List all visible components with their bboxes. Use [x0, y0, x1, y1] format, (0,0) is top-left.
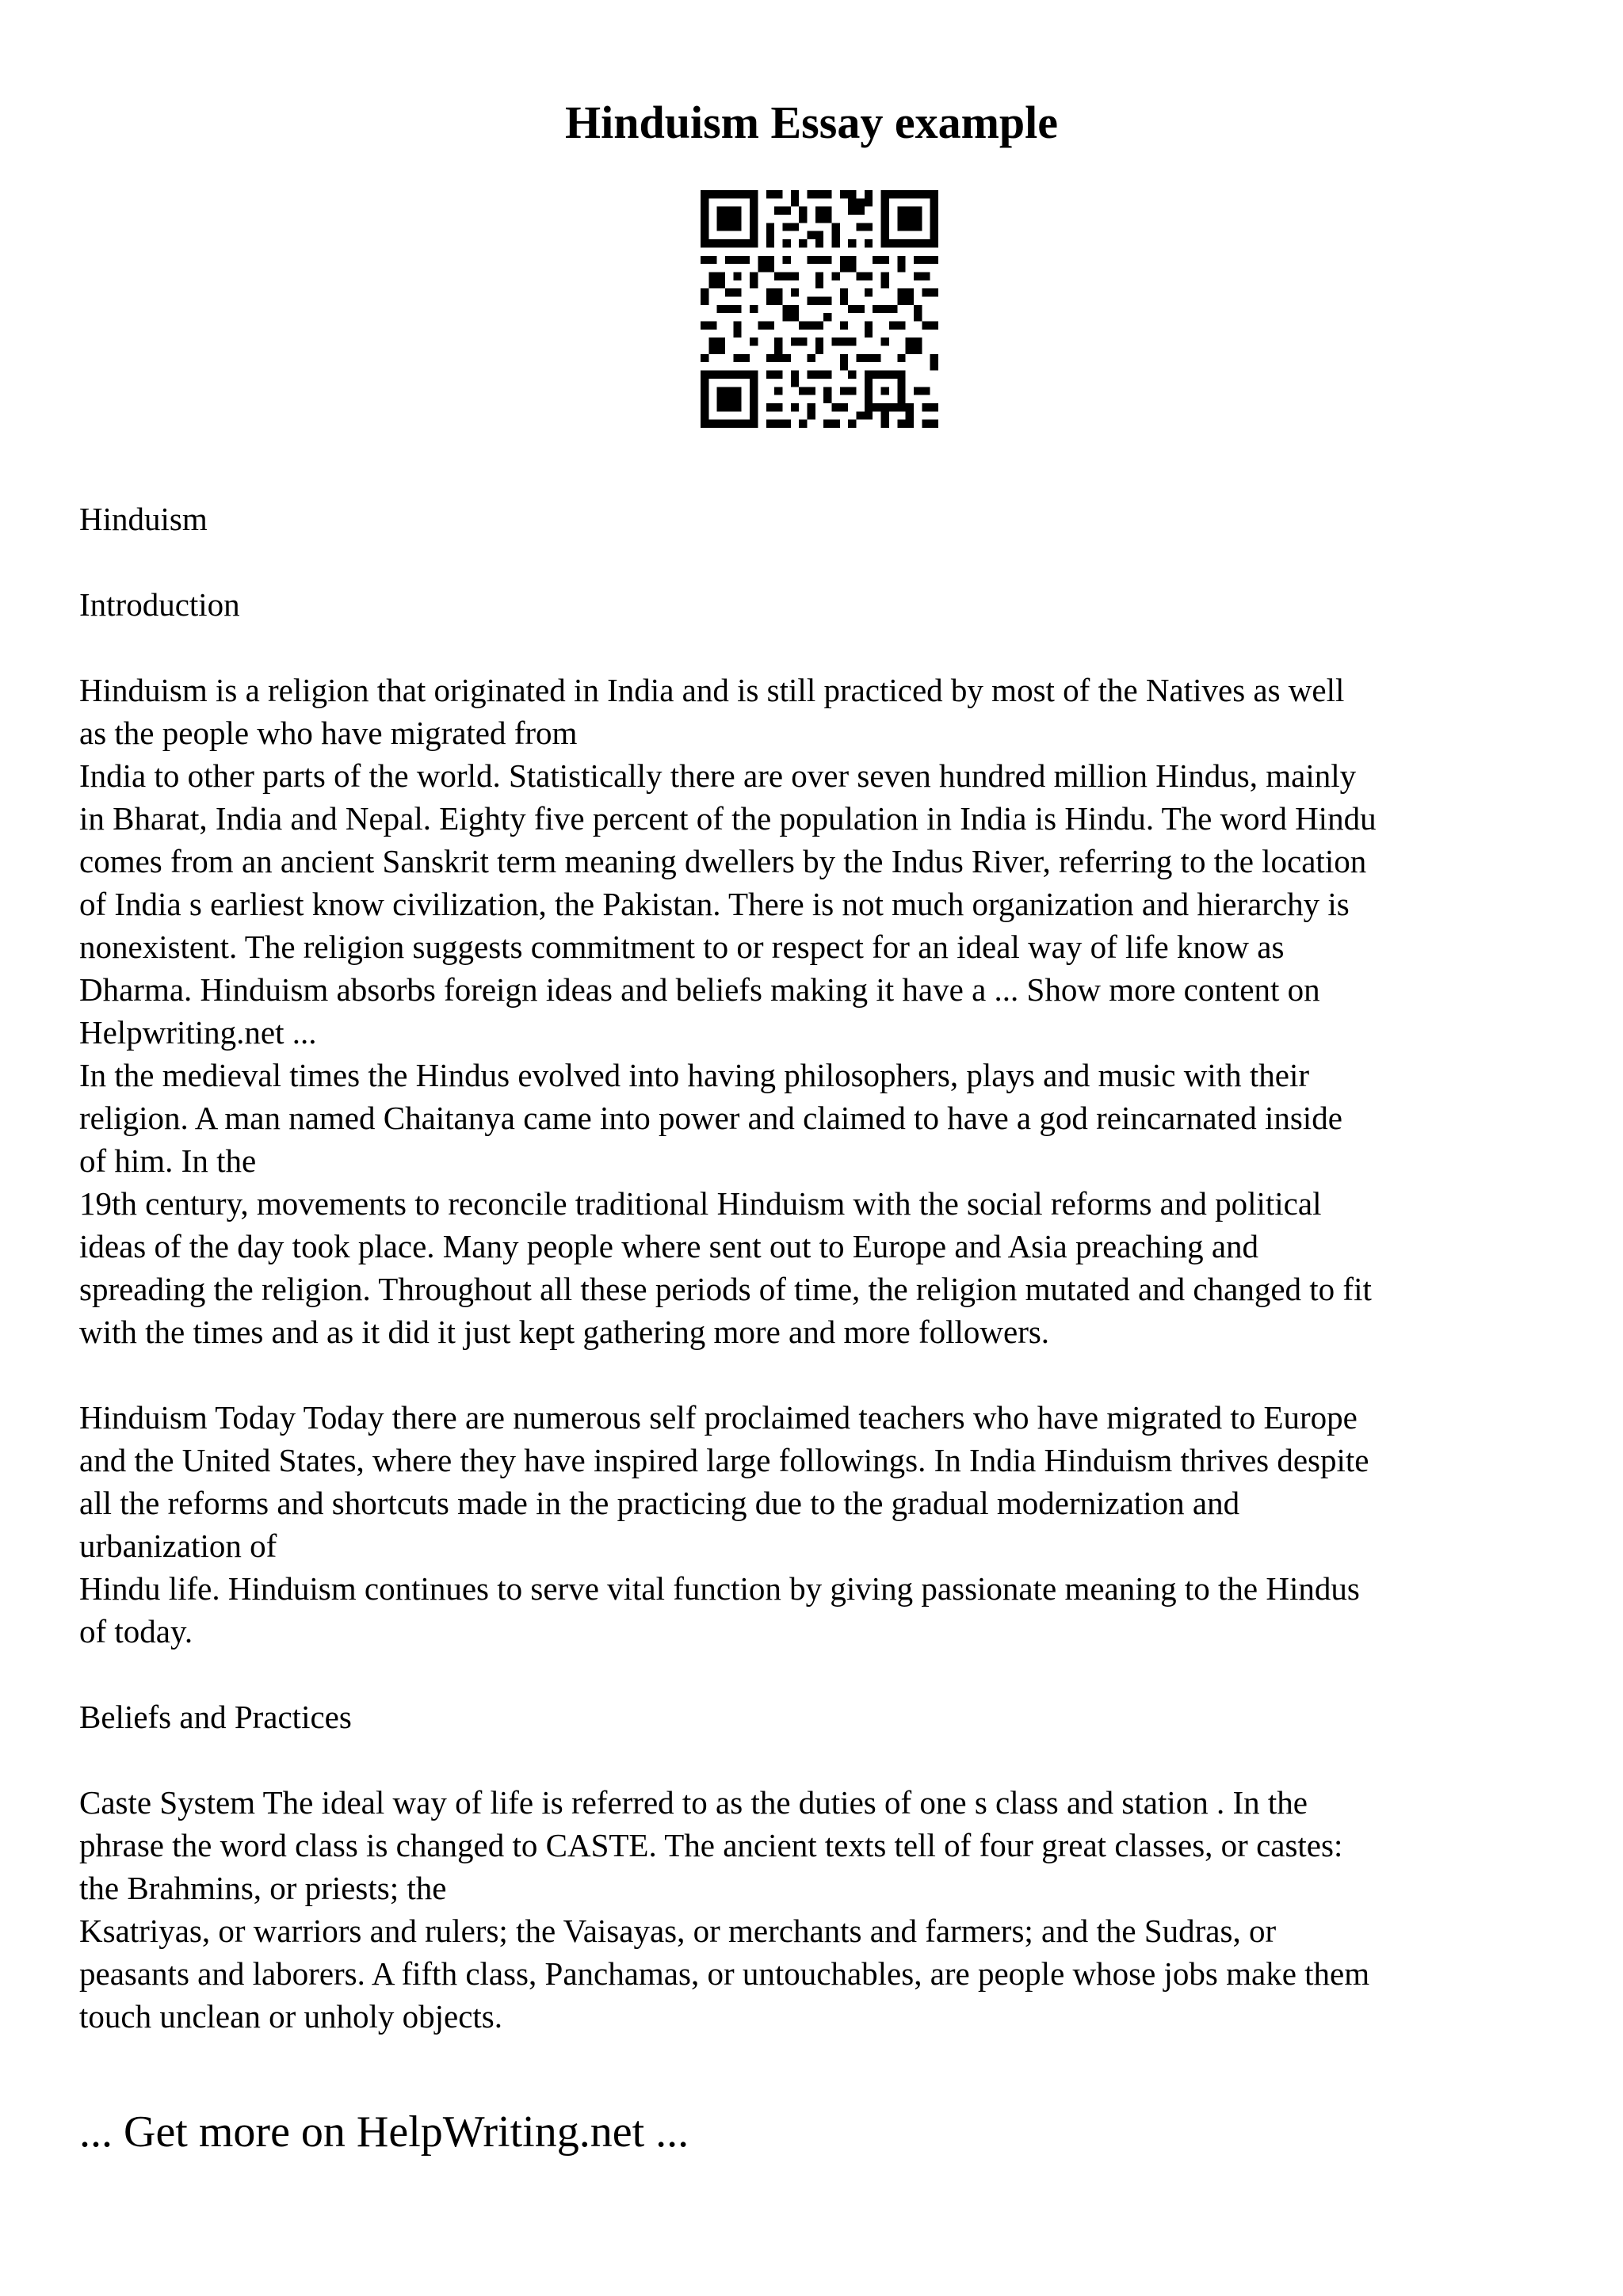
- text-line: Dharma. Hinduism absorbs foreign ideas and beliefs making it have a ... Show more content on: [79, 971, 1320, 1008]
- text-line: of him. In the: [79, 1142, 257, 1179]
- text-line: ideas of the day took place. Many people where sent out to Europe and Asia preaching and: [79, 1228, 1259, 1264]
- text-line: Ksatriyas, or warriors and rulers; the Vaisayas, or merchants and farmers; and the Sudras, or: [79, 1913, 1277, 1949]
- text-line: peasants and laborers. A fifth class, Panchamas, or untouchables, are people whose jobs make them: [79, 1955, 1370, 1992]
- text-line: Hinduism is a religion that originated in India and is still practiced by most of the Natives as well: [79, 672, 1345, 708]
- text-line: India to other parts of the world. Statistically there are over seven hundred million Hindus, mainly: [79, 757, 1357, 794]
- text-line: religion. A man named Chaitanya came into power and claimed to have a god reincarnated inside: [79, 1100, 1342, 1136]
- text-line: Helpwriting.net ...: [79, 1014, 317, 1051]
- text-line: in Bharat, India and Nepal. Eighty five percent of the population in India is Hindu. The word Hindu: [79, 800, 1377, 837]
- essay-body: [79, 498, 1569, 2038]
- heading-hinduism: Hinduism: [79, 501, 208, 537]
- paragraph-medieval: [79, 1054, 1569, 1353]
- text-line: Caste System The ideal way of life is referred to as the duties of one s class and station . In the: [79, 1784, 1308, 1821]
- page-title: Hinduism Essay example: [565, 97, 1058, 148]
- text-line: as the people who have migrated from: [79, 715, 578, 751]
- text-line: all the reforms and shortcuts made in the practicing due to the gradual modernization and: [79, 1485, 1240, 1521]
- text-line: of today.: [79, 1613, 193, 1650]
- text-line: the Brahmins, or priests; the: [79, 1870, 447, 1906]
- qr-code: [701, 190, 938, 428]
- text-line: urbanization of: [79, 1527, 277, 1564]
- heading-introduction: Introduction: [79, 586, 240, 623]
- heading-beliefs-and-practices: Beliefs and Practices: [79, 1699, 352, 1735]
- text-line: In the medieval times the Hindus evolved into having philosophers, plays and music with their: [79, 1057, 1310, 1093]
- paragraph-hinduism-today: [79, 1396, 1569, 1653]
- text-line: Hindu life. Hinduism continues to serve vital function by giving passionate meaning to the Hindus: [79, 1570, 1360, 1607]
- paragraph-caste-system: [79, 1781, 1569, 2038]
- text-line: spreading the religion. Throughout all these periods of time, the religion mutated and changed to fit: [79, 1271, 1372, 1307]
- get-more-link[interactable]: ... Get more on HelpWriting.net ...: [79, 2107, 689, 2157]
- text-line: of India s earliest know civilization, the Pakistan. There is not much organization and hierarchy is: [79, 886, 1350, 922]
- text-line: phrase the word class is changed to CASTE. The ancient texts tell of four great classes, or castes:: [79, 1827, 1343, 1863]
- text-line: and the United States, where they have inspired large followings. In India Hinduism thrives despite: [79, 1442, 1369, 1478]
- text-line: comes from an ancient Sanskrit term meaning dwellers by the Indus River, referring to the location: [79, 843, 1367, 879]
- text-line: nonexistent. The religion suggests commitment to or respect for an ideal way of life know as: [79, 929, 1285, 965]
- text-line: touch unclean or unholy objects.: [79, 1998, 503, 2035]
- text-line: 19th century, movements to reconcile traditional Hinduism with the social reforms and political: [79, 1185, 1322, 1222]
- text-line: with the times and as it did it just kept gathering more and more followers.: [79, 1314, 1050, 1350]
- paragraph-introduction: [79, 669, 1569, 1054]
- text-line: Hinduism Today Today there are numerous self proclaimed teachers who have migrated to Europe: [79, 1399, 1358, 1436]
